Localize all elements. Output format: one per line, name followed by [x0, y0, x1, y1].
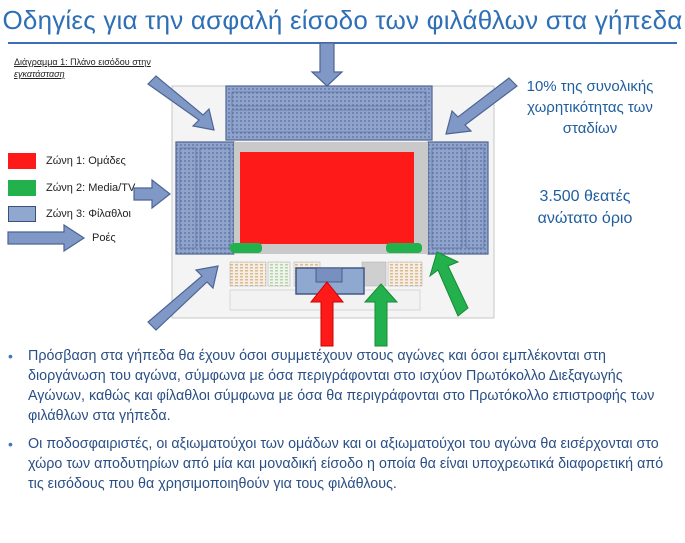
page-title: Οδηγίες για την ασφαλή είσοδο των φιλάθλων στα γήπεδα	[2, 5, 683, 35]
bullet-item-access	[6, 346, 681, 426]
legend-swatch-zone-3	[8, 206, 36, 222]
bullet-dot-icon: •	[8, 436, 13, 452]
legend-flow-arrow	[8, 225, 84, 251]
diagram-caption-line-2: εγκατάσταση	[14, 69, 65, 79]
zone-2-media-strip-east	[386, 243, 422, 253]
flow-arrow-north	[312, 43, 342, 86]
spectator-limit-note	[510, 186, 660, 230]
diagram-caption-line-1: Διάγραμμα 1: Πλάνο εισόδου στην	[14, 57, 151, 67]
bullet-item-entry	[6, 434, 681, 494]
bullet-text-access: Πρόσβαση στα γήπεδα θα έχουν όσοι συμμετέχουν στους αγώνες και όσοι εμπλέκονται στη διοργάνωση του αγώνα, σύμφωνα με όσα περιγράφονται στο ισχύον Πρωτόκολλο Διεξαγωγής Αγώνων, καθώς και φίλαθλοι σύμφωνα με όσα θα περιγράφονται στο Πρωτόκολλο επιστροφής των φιλάθλων στα γήπεδα.	[28, 348, 655, 424]
limit-line-2: ανώτατο όριο	[537, 210, 633, 227]
capacity-line-2: χωρητικότητας των	[527, 99, 653, 116]
limit-line-1: 3.500 θεατές	[539, 188, 631, 205]
zone-1-teams-area	[240, 152, 414, 244]
legend-label-zone-3: Ζώνη 3: Φίλαθλοι	[46, 208, 131, 220]
legend-label-zone-1: Ζώνη 1: Ομάδες	[46, 155, 126, 167]
bullet-list	[6, 346, 681, 502]
legend-label-flows: Ροές	[92, 232, 116, 244]
legend-swatch-zone-1	[8, 153, 36, 169]
capacity-line-3: σταδίων	[562, 120, 618, 137]
zone-2-media-strip-west	[230, 243, 262, 253]
west-stand	[176, 142, 234, 254]
capacity-note	[500, 76, 680, 139]
east-stand	[428, 142, 488, 254]
bullet-text-entry: Οι ποδοσφαιριστές, οι αξιωματούχοι των ομάδων και οι αξιωματούχοι του αγώνα θα εισέρχονται στο χώρο των αποδυτηρίων από μία και μοναδική είσοδο η οποία θα είναι υποχρεωτικά διαφορετική από τις εισόδους που θα χρησιμοποιηθούν για τους φιλάθλους.	[28, 436, 664, 492]
legend-label-zone-2: Ζώνη 2: Media/TV	[46, 182, 136, 194]
bullet-dot-icon: •	[8, 348, 13, 364]
capacity-line-1: 10% της συνολικής	[526, 78, 654, 95]
legend-swatch-zone-2	[8, 180, 36, 196]
flow-arrow-west	[134, 180, 170, 208]
